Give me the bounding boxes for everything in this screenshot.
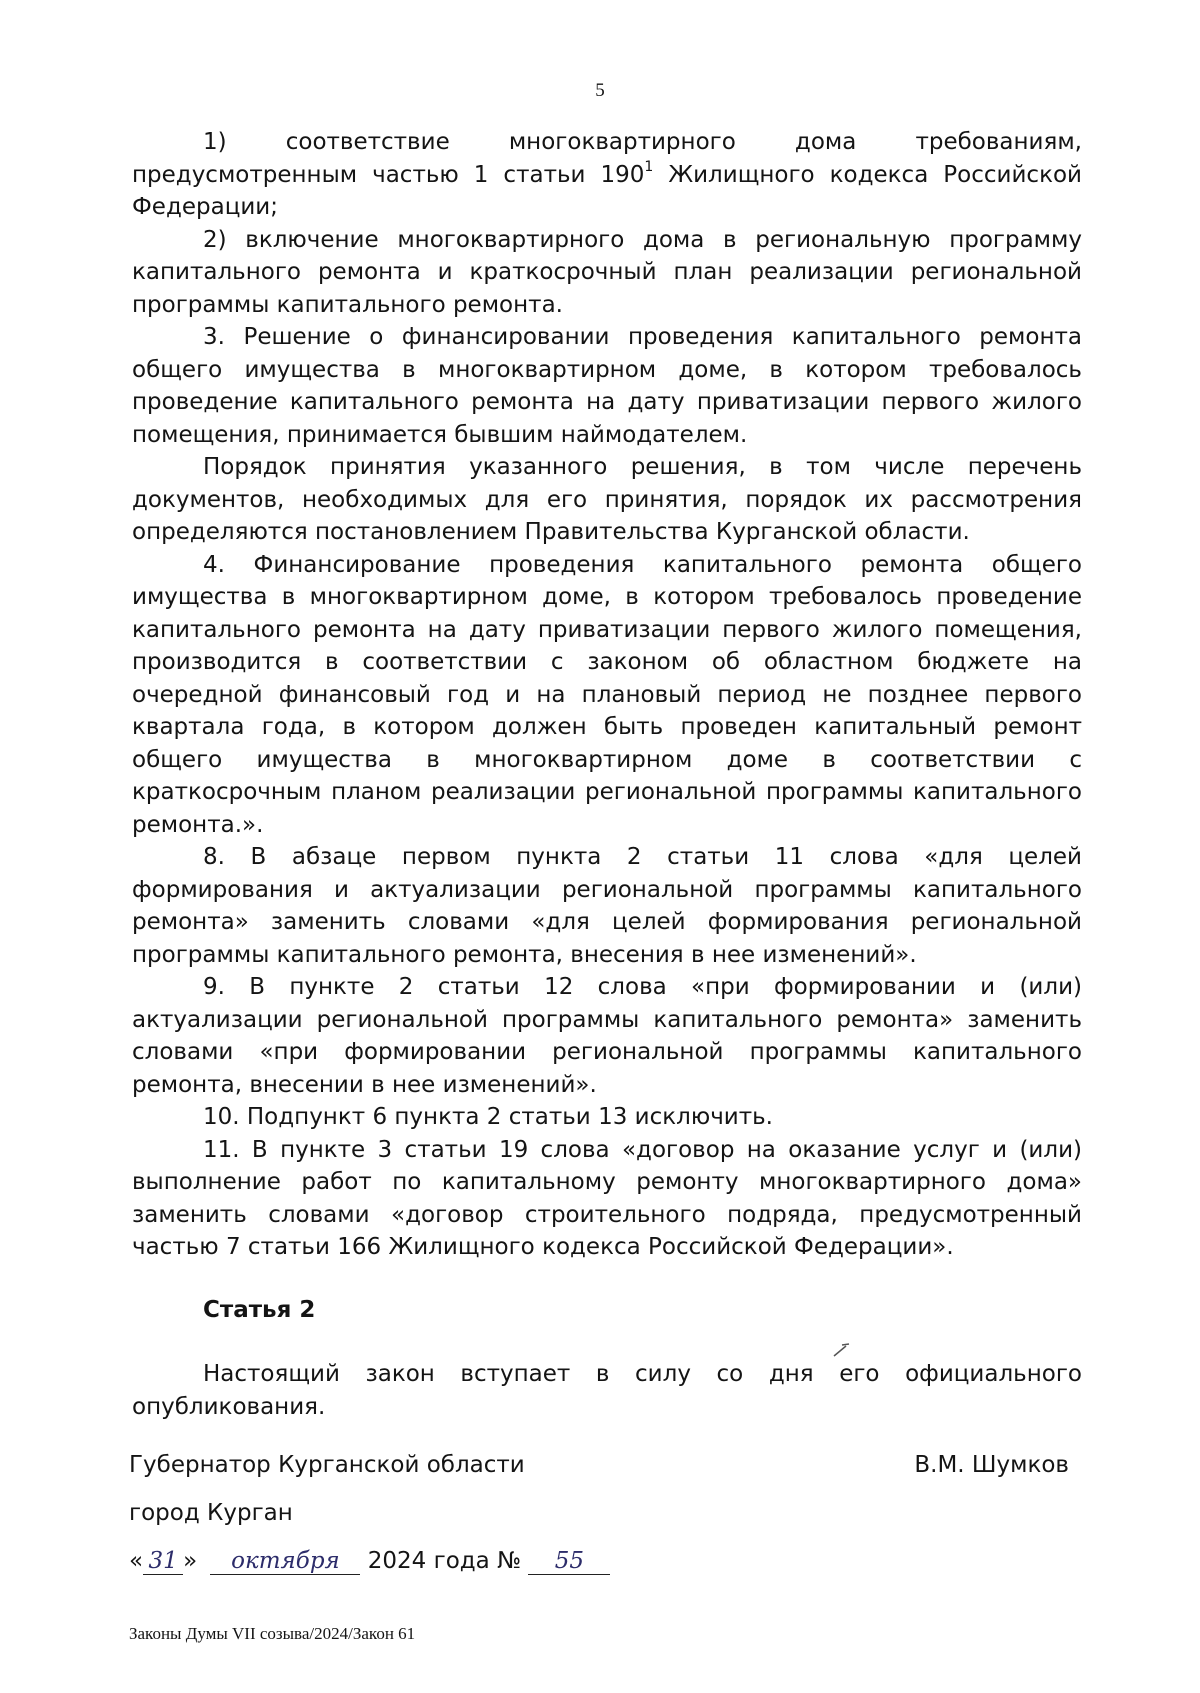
paragraph-7: 9. В пункте 2 статьи 12 слова «при формировании и (или) актуализации региональной программы капитального ремонта» заменить словами «при формировании региональной программы капитального ремонта, внесении в нее изменений». — [132, 974, 1082, 1098]
quote-close: » — [183, 1548, 198, 1574]
paragraph-1-text: 1) соответствие многоквартирного дома требованиям, предусмотренным частью 1 статьи 190 — [132, 129, 1082, 188]
quote-open: « — [129, 1548, 144, 1574]
paragraph-5: 4. Финансирование проведения капитального ремонта общего имущества в многоквартирном доме, в котором требовалось проведение капитального ремонта на дату приватизации первого жилого помещения, производится в соответствии с законом об областном бюджете на очередной финансовый год и на плановый период не позднее первого квартала года, в котором должен быть проведен капитальный ремонт общего имущества в многоквартирном доме в соответствии с краткосрочным планом реализации региональной программы капитального ремонта.». — [132, 551, 1082, 838]
paragraph-9: 11. В пункте 3 статьи 19 слова «договор на оказание услуг и (или) выполнение работ по капитальному ремонту многоквартирного дома» заменить словами «договор строительного подряда, предусмотренный частью 7 статьи 166 Жилищного кодекса Российской Федерации». — [132, 1136, 1082, 1260]
paragraph-8: 10. Подпункт 6 пункта 2 статьи 13 исключить. — [203, 1104, 773, 1130]
paragraph-2: 2) включение многоквартирного дома в региональную программу капитального ремонта и краткосрочный план реализации региональной программы капитального ремонта. — [132, 226, 1082, 318]
paragraph-1-tail: Жилищного кодекса Российской Федерации; — [132, 161, 1082, 220]
city: город Курган — [129, 1500, 293, 1526]
paragraph-3: 3. Решение о финансировании проведения капитального ремонта общего имущества в многоквартирном доме, в котором требовалось проведение капитального ремонта на дату приватизации первого жилого помещения, принимается бывшим наймодателем. — [132, 324, 1082, 448]
paragraph-6: 8. В абзаце первом пункта 2 статьи 11 слова «для целей формирования и актуализации региональной программы капитального ремонта» заменить словами «для целей формирования региональной программы капитального ремонта, внесения в нее изменений». — [132, 844, 1082, 968]
governor-name: В.М. Шумков — [914, 1452, 1069, 1478]
date-day: 31 — [143, 1548, 183, 1575]
date-line — [129, 1548, 1069, 1575]
ink-mark-icon — [832, 1340, 852, 1360]
footer-note: Законы Думы VII созыва/2024/Закон 61 — [129, 1624, 416, 1643]
date-month: октября — [210, 1548, 360, 1575]
article-heading: Статья 2 — [203, 1296, 316, 1323]
superscript: 1 — [644, 158, 654, 175]
law-number: 55 — [528, 1548, 610, 1575]
paragraph-4: Порядок принятия указанного решения, в том числе перечень документов, необходимых для его принятия, порядок их рассмотрения определяются постановлением Правительства Курганской области. — [132, 454, 1082, 545]
page-number: 5 — [595, 80, 605, 101]
article-text: Настоящий закон вступает в силу со дня его официального опубликования. — [132, 1361, 1082, 1420]
governor-title: Губернатор Курганской области — [129, 1452, 525, 1478]
document-body — [132, 126, 1082, 1423]
city-line — [129, 1500, 1069, 1526]
paragraph-1 — [132, 126, 1082, 224]
year-text: 2024 года № — [367, 1548, 522, 1574]
